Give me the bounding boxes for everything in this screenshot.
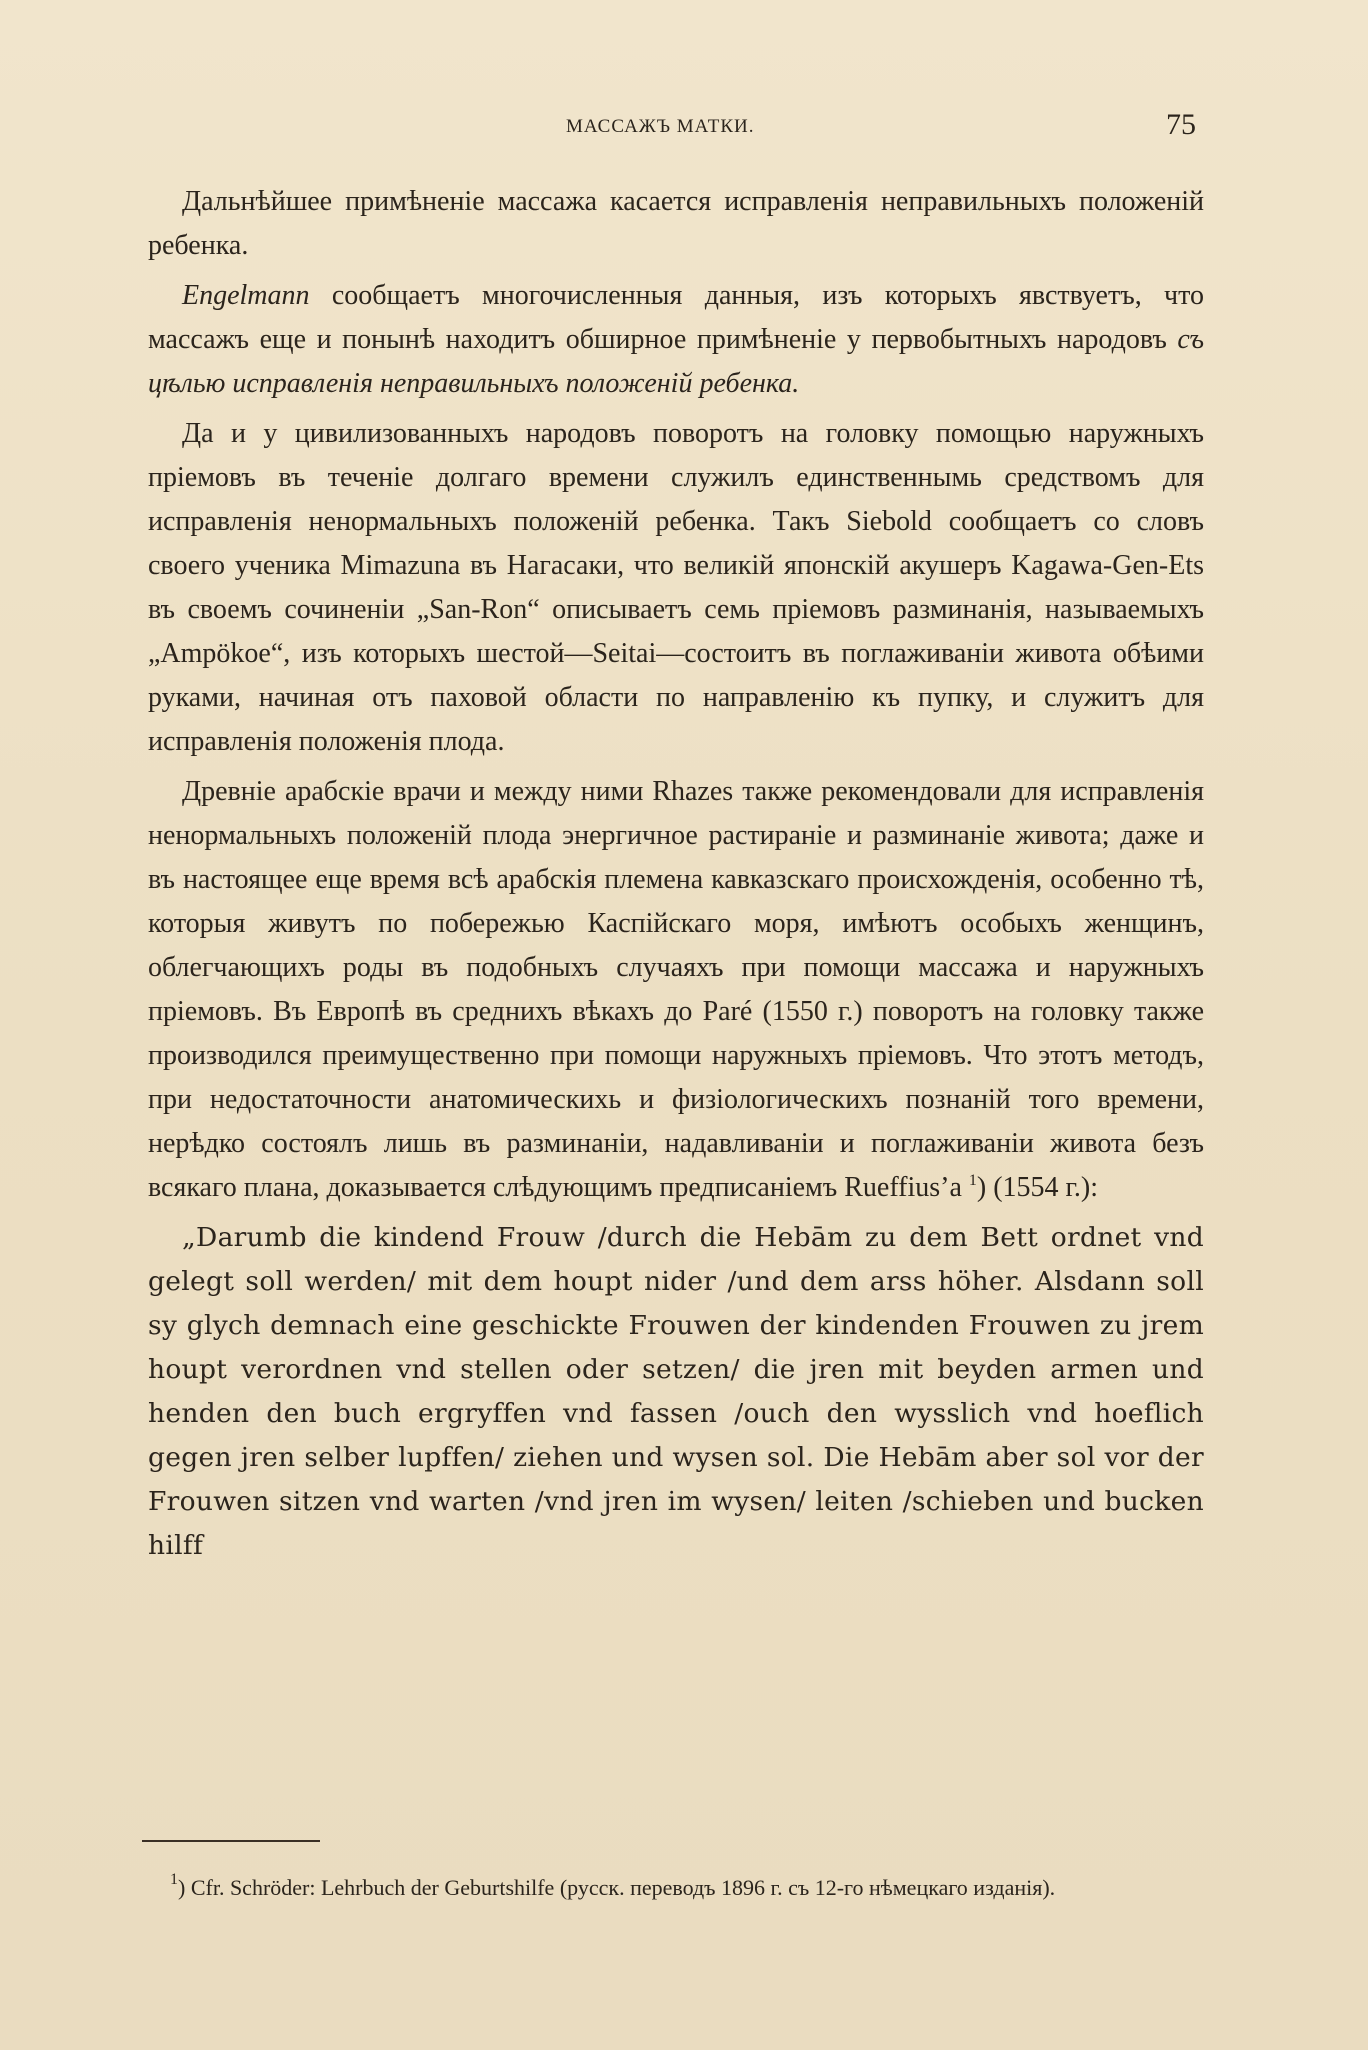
- paragraph-1-text: Дальнѣйшее примѣненіе массажа касается исправленія неправильныхъ положеній ребенка.: [148, 186, 1204, 261]
- paragraph-4: [148, 770, 1204, 1210]
- paragraph-3: [148, 412, 1204, 764]
- page-header: [0, 108, 1368, 148]
- german-quote-text: „Darumb die kindend Frouw /durch die Hebām zu dem Bett ordnet vnd gelegt soll werden/ mit dem houpt nider /und dem arss höher. Alsdann soll sy glych demnach eine geschickte Frouwen der kindenden Frouwen zu jrem houpt verordnen vnd stellen oder setzen/ die jren mit beyden armen und henden den buch ergryffen vnd fassen /ouch den wysslich vnd hoeflich gegen jren selber lupffen/ ziehen und wysen sol. Die Hebām aber sol vor der Frouwen sitzen vnd warten /vnd jren im wysen/ leiten /schieben und bucken hilff: [148, 1222, 1204, 1561]
- paragraph-2-emphasis: съ цѣлью исправленія неправильныхъ положеній ребенка.: [148, 324, 1204, 399]
- german-quote: [148, 1216, 1204, 1568]
- footnote-marker: 1: [170, 1871, 178, 1888]
- author-name: Engelmann: [182, 280, 310, 311]
- running-title: МАССАЖЪ МАТКИ.: [566, 116, 755, 137]
- paragraph-1: [148, 180, 1204, 268]
- paragraph-2-text: сообщаетъ многочисленныя данныя, изъ которыхъ явствуетъ, что массажъ еще и понынѣ находитъ обширное примѣненіе у первобытныхъ народовъ: [148, 280, 1204, 355]
- footnote-text: ) Cfr. Schröder: Lehrbuch der Geburtshilfe (русск. переводъ 1896 г. съ 12-го нѣмецкаго изданія).: [178, 1875, 1056, 1900]
- main-text: [148, 180, 1204, 1568]
- paragraph-3-text: Да и у цивилизованныхъ народовъ поворотъ на головку помощью наружныхъ пріемовъ въ теченіе долгаго времени служилъ единственнымь средствомъ для исправленія ненормальныхъ положеній ребенка. Такъ Siebold сообщаетъ со словъ своего ученика Mimazuna въ Нагасаки, что великій японскій акушеръ Kagawa-Gen-Ets въ своемъ сочиненіи „San-Ron“ описываетъ семь пріемовъ разминанія, называемыхъ „Ampökoe“, изъ которыхъ шестой—Seitai—состоитъ въ поглаживаніи живота обѣими руками, начиная отъ паховой области по направленію къ пупку, и служитъ для исправленія положенія плода.: [148, 418, 1204, 757]
- paragraph-2: [148, 274, 1204, 406]
- footnote-divider: [142, 1840, 320, 1842]
- page-number: 75: [1166, 108, 1196, 141]
- paragraph-4-tail: ) (1554 г.):: [976, 1172, 1098, 1203]
- paragraph-4-text: Древніе арабскіе врачи и между ними Rhazes также рекомендовали для исправленія ненормальныхъ положеній плода энергичное растираніе и разминаніе живота; даже и въ настоящее еще время всѣ арабскія племена кавказскаго происхожденія, особенно тѣ, которыя живутъ по побережью Каспійскаго моря, имѣютъ особыхъ женщинъ, облегчающихъ роды въ подобныхъ случаяхъ при помощи массажа и наружныхъ пріемовъ. Въ Европѣ въ среднихъ вѣкахъ до Paré (1550 г.) поворотъ на головку также производился преимущественно при помощи наружныхъ пріемовъ. Что этотъ методъ, при недостаточности анатомическихь и физіологическихъ познаній того времени, нерѣдко состоялъ лишь въ разминаніи, надавливаніи и поглаживаніи живота безъ всякаго плана, доказывается слѣдующимъ предписаніемъ Rueffius’а: [148, 776, 1204, 1203]
- footnote: [148, 1870, 1204, 1906]
- footnote-ref: 1: [968, 1172, 977, 1189]
